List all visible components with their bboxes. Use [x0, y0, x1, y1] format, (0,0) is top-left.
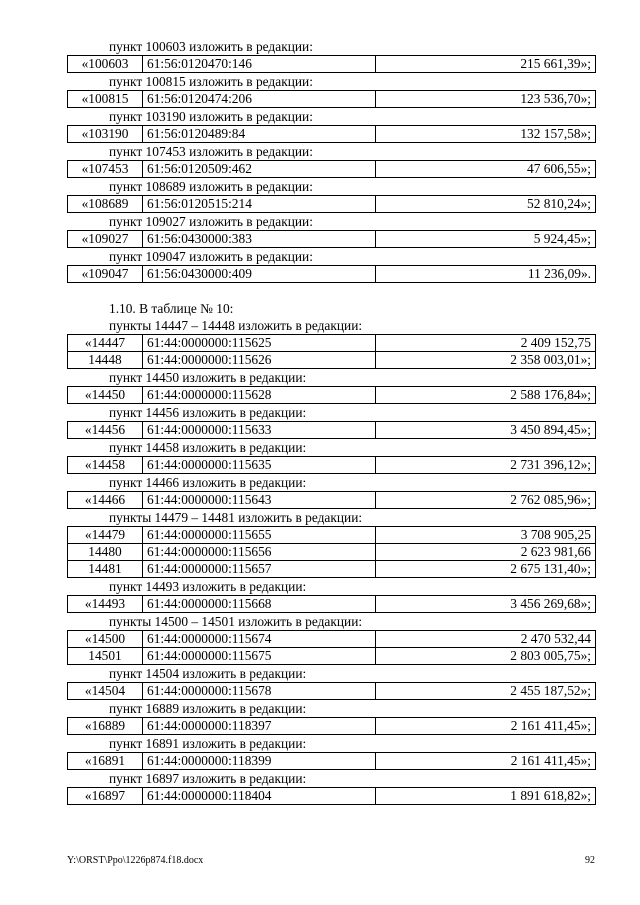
table-row	[68, 91, 596, 108]
amendment-table	[67, 334, 596, 369]
amendment-table	[67, 265, 596, 283]
cadastral-number-cell: 61:44:0000000:115626	[143, 352, 376, 369]
table-row	[68, 56, 596, 73]
amendment-instruction: пункты 14447 – 14448 изложить в редакции:	[109, 318, 363, 333]
table-row	[68, 561, 596, 578]
table-row	[68, 387, 596, 404]
cadastral-number-cell: 61:44:0000000:115635	[143, 457, 376, 474]
item-number-cell: «16897	[68, 788, 143, 805]
item-number-cell: «100603	[68, 56, 143, 73]
item-number-cell: «14493	[68, 596, 143, 613]
footer-page-number: 92	[585, 855, 595, 866]
value-cell: 2 161 411,45»;	[376, 753, 596, 770]
amendment-instruction: пункт 100815 изложить в редакции:	[109, 74, 313, 89]
amendment-table	[67, 595, 596, 613]
amendment-instruction: пункт 109047 изложить в редакции:	[109, 249, 313, 264]
amendment-table	[67, 90, 596, 108]
item-number-cell: «109027	[68, 231, 143, 248]
table-group-b	[67, 317, 595, 805]
amendment-instruction: пункт 14466 изложить в редакции:	[109, 475, 307, 490]
table-row	[68, 161, 596, 178]
table-row	[68, 596, 596, 613]
value-cell: 47 606,55»;	[376, 161, 596, 178]
amendment-table	[67, 125, 596, 143]
amendment-instruction: пункт 109027 изложить в редакции:	[109, 214, 313, 229]
item-number-cell: «14500	[68, 631, 143, 648]
amendment-table	[67, 752, 596, 770]
amendment-table	[67, 682, 596, 700]
table-row	[68, 683, 596, 700]
item-number-cell: «14504	[68, 683, 143, 700]
value-cell: 215 661,39»;	[376, 56, 596, 73]
footer-file-path: Y:\ORST\Ppo\1226p874.f18.docx	[67, 855, 204, 866]
cadastral-number-cell: 61:56:0430000:409	[143, 266, 376, 283]
item-number-cell: «100815	[68, 91, 143, 108]
table-row	[68, 527, 596, 544]
cadastral-number-cell: 61:44:0000000:115674	[143, 631, 376, 648]
cadastral-number-cell: 61:44:0000000:115678	[143, 683, 376, 700]
value-cell: 2 731 396,12»;	[376, 457, 596, 474]
amendment-instruction: пункт 14504 изложить в редакции:	[109, 666, 307, 681]
item-number-cell: «103190	[68, 126, 143, 143]
table-group-a	[67, 38, 595, 283]
value-cell: 3 450 894,45»;	[376, 422, 596, 439]
table-row	[68, 648, 596, 665]
document-body	[67, 38, 595, 805]
table-row	[68, 126, 596, 143]
amendment-table	[67, 386, 596, 404]
value-cell: 2 623 981,66	[376, 544, 596, 561]
amendment-instruction: пункты 14479 – 14481 изложить в редакции:	[109, 510, 363, 525]
cadastral-number-cell: 61:56:0120509:462	[143, 161, 376, 178]
table-row	[68, 231, 596, 248]
table-row	[68, 544, 596, 561]
cadastral-number-cell: 61:44:0000000:115656	[143, 544, 376, 561]
item-number-cell: «14450	[68, 387, 143, 404]
cadastral-number-cell: 61:56:0430000:383	[143, 231, 376, 248]
amendment-instruction: пункт 14450 изложить в редакции:	[109, 370, 307, 385]
table-row	[68, 631, 596, 648]
amendment-instruction: пункт 103190 изложить в редакции:	[109, 109, 313, 124]
cadastral-number-cell: 61:44:0000000:115633	[143, 422, 376, 439]
amendment-instruction: пункт 16891 изложить в редакции:	[109, 736, 307, 751]
cadastral-number-cell: 61:44:0000000:115628	[143, 387, 376, 404]
amendment-instruction: пункт 100603 изложить в редакции:	[109, 39, 313, 54]
item-number-cell: «16889	[68, 718, 143, 735]
value-cell: 2 675 131,40»;	[376, 561, 596, 578]
cadastral-number-cell: 61:44:0000000:115657	[143, 561, 376, 578]
page-footer	[67, 854, 595, 868]
item-number-cell: «14456	[68, 422, 143, 439]
value-cell: 2 762 085,96»;	[376, 492, 596, 509]
table-row	[68, 266, 596, 283]
value-cell: 2 588 176,84»;	[376, 387, 596, 404]
value-cell: 3 708 905,25	[376, 527, 596, 544]
amendment-instruction: пункт 16889 изложить в редакции:	[109, 701, 307, 716]
value-cell: 132 157,58»;	[376, 126, 596, 143]
item-number-cell: «109047	[68, 266, 143, 283]
value-cell: 1 891 618,82»;	[376, 788, 596, 805]
amendment-instruction: пункт 107453 изложить в редакции:	[109, 144, 313, 159]
table-row	[68, 718, 596, 735]
item-number-cell: «16891	[68, 753, 143, 770]
table-row	[68, 352, 596, 369]
amendment-table	[67, 630, 596, 665]
amendment-table	[67, 787, 596, 805]
cadastral-number-cell: 61:56:0120470:146	[143, 56, 376, 73]
item-number-cell: «107453	[68, 161, 143, 178]
value-cell: 2 358 003,01»;	[376, 352, 596, 369]
item-number-cell: «108689	[68, 196, 143, 213]
amendment-table	[67, 526, 596, 578]
item-number-cell: «14458	[68, 457, 143, 474]
amendment-instruction: пункт 14493 изложить в редакции:	[109, 579, 307, 594]
item-number-cell: 14501	[68, 648, 143, 665]
amendment-table	[67, 55, 596, 73]
amendment-instruction: пункт 108689 изложить в редакции:	[109, 179, 313, 194]
value-cell: 2 803 005,75»;	[376, 648, 596, 665]
table-row	[68, 335, 596, 352]
value-cell: 3 456 269,68»;	[376, 596, 596, 613]
value-cell: 2 470 532,44	[376, 631, 596, 648]
value-cell: 123 536,70»;	[376, 91, 596, 108]
item-number-cell: 14480	[68, 544, 143, 561]
cadastral-number-cell: 61:56:0120474:206	[143, 91, 376, 108]
cadastral-number-cell: 61:44:0000000:115668	[143, 596, 376, 613]
cadastral-number-cell: 61:44:0000000:115675	[143, 648, 376, 665]
amendment-instruction: пункты 14500 – 14501 изложить в редакции:	[109, 614, 363, 629]
value-cell: 2 409 152,75	[376, 335, 596, 352]
table-row	[68, 422, 596, 439]
item-number-cell: «14479	[68, 527, 143, 544]
table-row	[68, 457, 596, 474]
value-cell: 2 455 187,52»;	[376, 683, 596, 700]
amendment-instruction: пункт 14458 изложить в редакции:	[109, 440, 307, 455]
spacer	[67, 283, 595, 300]
section-heading: 1.10. В таблице № 10:	[109, 301, 234, 316]
item-number-cell: «14466	[68, 492, 143, 509]
amendment-table	[67, 717, 596, 735]
cadastral-number-cell: 61:44:0000000:118397	[143, 718, 376, 735]
table-row	[68, 196, 596, 213]
amendment-instruction: пункт 16897 изложить в редакции:	[109, 771, 307, 786]
cadastral-number-cell: 61:44:0000000:118404	[143, 788, 376, 805]
amendment-table	[67, 195, 596, 213]
table-row	[68, 492, 596, 509]
amendment-table	[67, 491, 596, 509]
amendment-table	[67, 456, 596, 474]
cadastral-number-cell: 61:44:0000000:115643	[143, 492, 376, 509]
amendment-table	[67, 160, 596, 178]
cadastral-number-cell: 61:56:0120515:214	[143, 196, 376, 213]
value-cell: 11 236,09».	[376, 266, 596, 283]
table-row	[68, 753, 596, 770]
item-number-cell: 14481	[68, 561, 143, 578]
amendment-table	[67, 230, 596, 248]
table-row	[68, 788, 596, 805]
cadastral-number-cell: 61:44:0000000:115625	[143, 335, 376, 352]
cadastral-number-cell: 61:44:0000000:115655	[143, 527, 376, 544]
amendment-instruction: пункт 14456 изложить в редакции:	[109, 405, 307, 420]
item-number-cell: «14447	[68, 335, 143, 352]
value-cell: 2 161 411,45»;	[376, 718, 596, 735]
cadastral-number-cell: 61:56:0120489:84	[143, 126, 376, 143]
cadastral-number-cell: 61:44:0000000:118399	[143, 753, 376, 770]
item-number-cell: 14448	[68, 352, 143, 369]
value-cell: 5 924,45»;	[376, 231, 596, 248]
value-cell: 52 810,24»;	[376, 196, 596, 213]
amendment-table	[67, 421, 596, 439]
